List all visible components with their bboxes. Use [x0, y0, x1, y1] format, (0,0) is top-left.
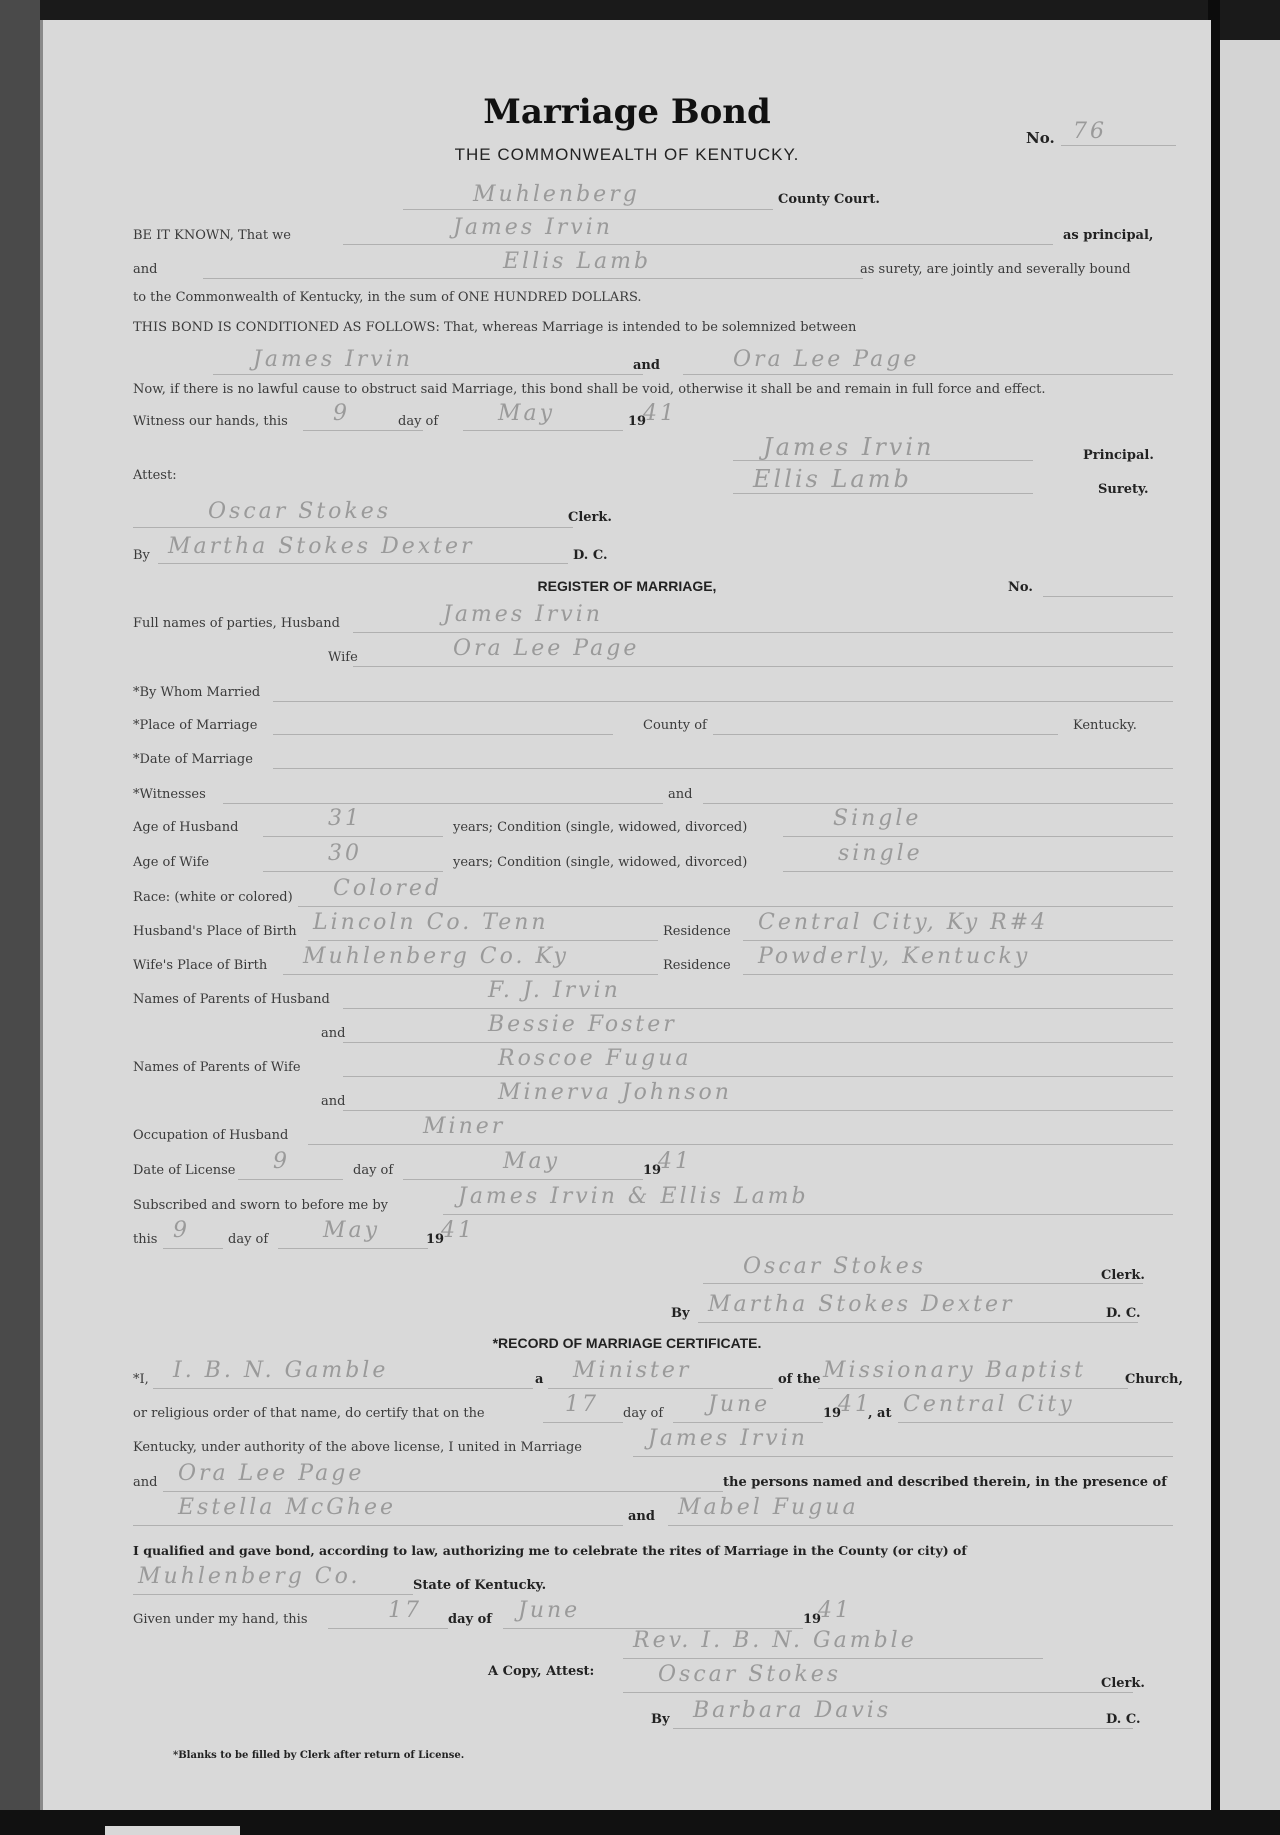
register-by-label: By	[671, 1306, 690, 1321]
condition-wife-label: years; Condition (single, widowed, divorced)	[453, 855, 748, 870]
husband-residence-line	[743, 940, 1173, 941]
witness-year-handwritten: 41	[643, 401, 677, 426]
party-and-label: and	[633, 358, 660, 373]
given-under-label: Given under my hand, this	[133, 1612, 308, 1627]
now-line: Now, if there is no lawful cause to obstruct said Marriage, this bond shall be void, otherwise it shall be and remain in full force and effect.	[133, 382, 1046, 397]
minister-signature: Rev. I. B. N. Gamble	[633, 1628, 917, 1653]
party1-line	[213, 374, 643, 375]
parent-husband2-line	[343, 1042, 1173, 1043]
wife-label: Wife	[328, 650, 358, 665]
witnesses-label: *Witnesses	[133, 787, 206, 802]
age-wife-line	[263, 871, 443, 872]
license-month-handwritten: May	[503, 1149, 561, 1174]
cert-clerk-line	[623, 1692, 1133, 1693]
church-line	[818, 1388, 1128, 1389]
witness2-handwritten: Mabel Fugua	[678, 1495, 859, 1520]
parent-wife1-line	[343, 1076, 1173, 1077]
sub-day-of-label: day of	[228, 1232, 269, 1247]
subscribed-label: Subscribed and sworn to before me by	[133, 1198, 389, 1213]
cert-year-handwritten: 41	[838, 1392, 872, 1417]
parent-wife2-line	[343, 1110, 1173, 1111]
husband-birth-handwritten: Lincoln Co. Tenn	[313, 910, 549, 935]
persons-named-label: the persons named and described therein, in the presence of	[723, 1475, 1167, 1490]
surety-label: Surety.	[1098, 482, 1149, 497]
witness-day-handwritten: 9	[333, 401, 350, 426]
principal-label: Principal.	[1083, 448, 1154, 463]
parents-wife-label: Names of Parents of Wife	[133, 1060, 301, 1075]
register-no-line	[1043, 596, 1173, 597]
bride-line	[163, 1491, 723, 1492]
cert-clerk-label: Clerk.	[1101, 1676, 1145, 1691]
page-tab	[105, 1826, 240, 1835]
surety-handwritten: Ellis Lamb	[503, 249, 652, 274]
sum-line: to the Commonwealth of Kentucky, in the sum of ONE HUNDRED DOLLARS.	[133, 290, 642, 305]
cert-i-label: *I,	[133, 1372, 149, 1387]
parents-husband-and: and	[321, 1026, 346, 1041]
by-whom-label: *By Whom Married	[133, 685, 261, 700]
church-label: Church,	[1125, 1372, 1183, 1387]
religious-order-label: or religious order of that name, do certify that on the	[133, 1406, 485, 1421]
county-court-label: County Court.	[778, 192, 880, 207]
witness-label: Witness our hands, this	[133, 414, 288, 429]
dc-line	[158, 563, 568, 564]
witness1-line	[223, 803, 663, 804]
church-handwritten: Missionary Baptist	[823, 1358, 1087, 1383]
condition-husband-line	[783, 836, 1173, 837]
cert-dc-handwritten: Barbara Davis	[693, 1698, 892, 1723]
principal-signature: James Irvin	[763, 433, 935, 461]
husband-name-line	[353, 632, 1173, 633]
principal-line	[343, 244, 1053, 245]
certificate-heading: *RECORD OF MARRIAGE CERTIFICATE.	[492, 1335, 762, 1351]
license-month-line	[403, 1179, 643, 1180]
register-dc-line	[698, 1322, 1138, 1323]
clerk-line	[133, 527, 573, 528]
register-clerk-line	[703, 1283, 1143, 1284]
witness-and-label: and	[668, 787, 693, 802]
license-year-prefix: 19	[643, 1163, 662, 1178]
wife-birth-label: Wife's Place of Birth	[133, 958, 268, 973]
cert-dc-label: D. C.	[1106, 1712, 1141, 1727]
this-label: this	[133, 1232, 158, 1247]
subscribed-handwritten: James Irvin & Ellis Lamb	[458, 1184, 809, 1209]
wife-name-line	[353, 666, 1173, 667]
occupation-handwritten: Miner	[423, 1114, 506, 1139]
given-day-line	[328, 1628, 448, 1629]
place-cert-line	[898, 1422, 1173, 1423]
given-year-prefix: 19	[803, 1612, 822, 1627]
document-title: Marriage Bond	[483, 92, 771, 132]
age-wife-label: Age of Wife	[133, 855, 210, 870]
county-of-line	[713, 734, 1058, 735]
cert-county-line	[133, 1594, 413, 1595]
qualified-label: I qualified and gave bond, according to law, authorizing me to celebrate the rites of Marriage in the County (or city) of	[133, 1543, 967, 1558]
husband-residence-handwritten: Central City, Ky R#4	[758, 910, 1049, 935]
document-page	[40, 20, 1211, 1810]
cert-dc-line	[673, 1728, 1133, 1729]
sub-day-line	[163, 1248, 223, 1249]
husband-birth-label: Husband's Place of Birth	[133, 924, 297, 939]
state-label: State of Kentucky.	[413, 1578, 547, 1593]
register-no-label: No.	[1008, 580, 1033, 595]
sub-month-line	[278, 1248, 428, 1249]
minister-line	[153, 1388, 533, 1389]
document-subtitle: THE COMMONWEALTH OF KENTUCKY.	[454, 145, 800, 164]
parents-husband-label: Names of Parents of Husband	[133, 992, 330, 1007]
by-whom-line	[273, 701, 1173, 702]
condition-wife-handwritten: single	[838, 841, 923, 866]
minister-sig-line	[623, 1658, 1043, 1659]
license-year-handwritten: 41	[658, 1149, 692, 1174]
groom-line	[633, 1456, 1173, 1457]
parent-husband2-handwritten: Bessie Foster	[488, 1012, 677, 1037]
wife-residence-label: Residence	[663, 958, 731, 973]
attest-label: Attest:	[133, 468, 177, 483]
minister-handwritten: I. B. N. Gamble	[173, 1358, 389, 1383]
register-clerk-handwritten: Oscar Stokes	[743, 1254, 927, 1279]
dc-label: D. C.	[573, 548, 608, 563]
given-day-handwritten: 17	[388, 1598, 422, 1623]
county-line	[403, 209, 773, 210]
register-heading: REGISTER OF MARRIAGE,	[537, 578, 717, 594]
title-line	[548, 1388, 773, 1389]
as-principal-label: as principal,	[1063, 228, 1154, 243]
date-license-label: Date of License	[133, 1163, 236, 1178]
place-label: *Place of Marriage	[133, 718, 258, 733]
register-clerk-label: Clerk.	[1101, 1268, 1145, 1283]
wife-residence-handwritten: Powderly, Kentucky	[758, 944, 1031, 969]
place-line	[273, 734, 613, 735]
cert-day-of-label: day of	[623, 1406, 664, 1421]
clerk-label: Clerk.	[568, 510, 612, 525]
surety-line	[203, 278, 863, 279]
parent-husband1-handwritten: F. J. Irvin	[488, 978, 621, 1003]
parent-wife2-handwritten: Minerva Johnson	[498, 1080, 732, 1105]
husband-name-handwritten: James Irvin	[443, 602, 603, 627]
surety-signature: Ellis Lamb	[753, 465, 912, 493]
subscribed-line	[443, 1214, 1173, 1215]
license-day-line	[238, 1179, 343, 1180]
party2-line	[683, 374, 1173, 375]
cert-day-handwritten: 17	[565, 1392, 599, 1417]
date-line	[273, 768, 1173, 769]
cert-year-prefix: 19	[823, 1406, 842, 1421]
register-dc-handwritten: Martha Stokes Dexter	[708, 1292, 1015, 1317]
occupation-line	[308, 1144, 1173, 1145]
sub-year-handwritten: 41	[441, 1218, 475, 1243]
cert-month-line	[673, 1422, 823, 1423]
cert-day-line	[543, 1422, 623, 1423]
wife-residence-line	[743, 974, 1173, 975]
race-line	[298, 906, 1173, 907]
given-year-handwritten: 41	[818, 1598, 852, 1623]
license-day-handwritten: 9	[273, 1149, 290, 1174]
kentucky-authority-label: Kentucky, under authority of the above license, I united in Marriage	[133, 1440, 582, 1455]
cert-witness2-line	[668, 1525, 1173, 1526]
husband-residence-label: Residence	[663, 924, 731, 939]
parents-wife-and: and	[321, 1094, 346, 1109]
age-husband-line	[263, 836, 443, 837]
date-label: *Date of Marriage	[133, 752, 253, 767]
at-label: , at	[868, 1406, 892, 1421]
principal-handwritten: James Irvin	[453, 215, 613, 240]
and-label: and	[133, 262, 158, 277]
cert-county-handwritten: Muhlenberg Co.	[138, 1564, 361, 1589]
condition-wife-line	[783, 871, 1173, 872]
adjacent-page-edge	[1220, 40, 1280, 1810]
copy-attest-label: A Copy, Attest:	[488, 1664, 595, 1679]
condition-husband-label: years; Condition (single, widowed, divorced)	[453, 820, 748, 835]
party2-handwritten: Ora Lee Page	[733, 347, 920, 372]
title-handwritten: Minister	[573, 1358, 692, 1383]
age-husband-handwritten: 31	[328, 806, 362, 831]
surety-sig-line	[733, 493, 1033, 494]
register-dc-label: D. C.	[1106, 1306, 1141, 1321]
parent-husband1-line	[343, 1008, 1173, 1009]
bond-no-value: 76	[1073, 119, 1107, 144]
bride-handwritten: Ora Lee Page	[178, 1461, 365, 1486]
race-handwritten: Colored	[333, 876, 442, 901]
witness1-handwritten: Estella McGhee	[178, 1495, 397, 1520]
cert-month-handwritten: June	[708, 1392, 771, 1417]
witness-day-line	[303, 430, 423, 431]
year-prefix: 19	[628, 414, 647, 429]
wife-name-handwritten: Ora Lee Page	[453, 636, 640, 661]
day-of-label: day of	[398, 414, 439, 429]
clerk-handwritten: Oscar Stokes	[208, 499, 392, 524]
principal-sig-line	[733, 460, 1033, 461]
race-label: Race: (white or colored)	[133, 890, 293, 905]
county-of-label: County of	[643, 718, 707, 733]
wife-birth-handwritten: Muhlenberg Co. Ky	[303, 944, 569, 969]
as-surety-label: as surety, are jointly and severally bound	[860, 262, 1131, 277]
witness-month-handwritten: May	[498, 401, 556, 426]
license-day-of-label: day of	[353, 1163, 394, 1178]
kentucky-label: Kentucky.	[1073, 718, 1137, 733]
footnote: *Blanks to be filled by Clerk after return of License.	[173, 1750, 465, 1761]
witness2-line	[703, 803, 1173, 804]
occupation-label: Occupation of Husband	[133, 1128, 289, 1143]
sub-day-handwritten: 9	[173, 1218, 190, 1243]
cert-by-label: By	[651, 1712, 670, 1727]
parent-wife1-handwritten: Roscoe Fugua	[498, 1046, 692, 1071]
cert-clerk-handwritten: Oscar Stokes	[658, 1662, 842, 1687]
wife-birth-line	[283, 974, 658, 975]
bond-no-label: No.	[1026, 129, 1055, 147]
given-month-handwritten: June	[518, 1598, 581, 1623]
condition-line: THIS BOND IS CONDITIONED AS FOLLOWS: That, whereas Marriage is intended to be solemnized between	[133, 320, 857, 335]
age-husband-label: Age of Husband	[133, 820, 239, 835]
of-the-label: of the	[778, 1372, 821, 1387]
witness-month-line	[463, 430, 623, 431]
by-label: By	[133, 548, 150, 563]
county-handwritten: Muhlenberg	[473, 182, 640, 207]
full-names-label: Full names of parties, Husband	[133, 616, 341, 631]
be-it-known-label: BE IT KNOWN, That we	[133, 228, 291, 243]
sub-year-prefix: 19	[426, 1232, 445, 1247]
cert-witness-and-label: and	[628, 1509, 655, 1524]
cert-and-label: and	[133, 1475, 158, 1490]
no-line	[1061, 145, 1176, 146]
left-page-edge	[0, 0, 40, 1835]
cert-a-label: a	[535, 1372, 544, 1387]
given-day-of-label: day of	[448, 1612, 492, 1627]
party1-handwritten: James Irvin	[253, 347, 413, 372]
dc-handwritten: Martha Stokes Dexter	[168, 534, 475, 559]
age-wife-handwritten: 30	[328, 841, 362, 866]
place-handwritten: Central City	[903, 1392, 1075, 1417]
cert-witness1-line	[133, 1525, 623, 1526]
sub-month-handwritten: May	[323, 1218, 381, 1243]
condition-husband-handwritten: Single	[833, 806, 922, 831]
husband-birth-line	[308, 940, 658, 941]
groom-handwritten: James Irvin	[648, 1426, 808, 1451]
